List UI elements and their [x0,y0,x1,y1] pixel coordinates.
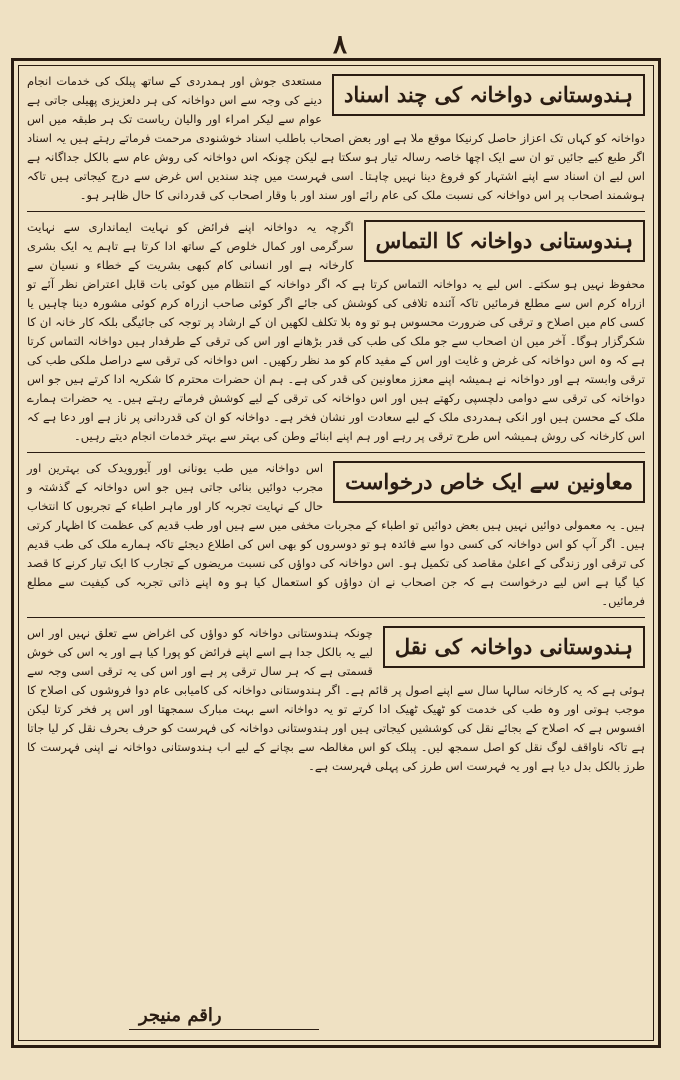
section-text: مستعدی جوش اور ہمدردی کے ساتھ پبلک کی خدمات انجام دینے کی وجہ سے اس دواخانہ کی ہر دلعزیزی پھیلی جاتی ہے عوام سے لیکر امراء اور والیان ریاست تک ہر طبقہ میں اس دواخانہ کو کہاں تک اعزاز حاصل کرنیکا موقع ملا ہے اور بعض اصحاب باطلب اسناد خوشنودی مرحمت فرماتے رہتے ہیں یہ اسناد اگر طبع کیے جائیں تو ان سے ایک اچھا خاصہ رسالہ تیار ہو سکتا ہے لیکن چونکہ اس دواخانہ کی روش عام سے بالکل جداگانہ ہے اس لیے ان اسناد سے اپنے اشتہار کو فروغ دینا نہیں چاہتا۔ اسی فہرست میں چند سندیں اس غرض سے درج کیجاتی ہیں تاکہ ہوشمند اصحاب پر اس دواخانہ کی نسبت ملک کی عام رائے اور سند اور با وقار اصحاب کی قدردانی کا حال ظاہر ہو۔ [27,74,645,202]
section-heading: ہندوستانی دواخانہ کا التماس [364,220,645,262]
page-content [27,72,645,1034]
page-number: ٨ [333,30,347,60]
inner-border [18,65,654,1041]
signature-line [129,1029,319,1030]
section-text: اگرچہ یہ دواخانہ اپنے فرائض کو نہایت ایمانداری سے نہایت سرگرمی اور کمال خلوص کے ساتھ ادا کرتا ہے تاہم یہ ایک بشری کارخانہ ہے اور انسانی کام کبھی بشریت کے خطاء و نسیان سے محفوظ نہیں ہو سکتے۔ اس لیے یہ دواخانہ التماس کرتا ہے کہ اگر دواخانہ کے انتظام میں کوئی بات قابل اعتراض نظر آئے تو ازراہ کرم اس سے مطلع فرمائیں تاکہ آئندہ تلافی کی کوشش کی جائے اگر کوئی صاحب ازراہ کرم کوئی مشورہ دینا چاہیں یا کسی کام میں اصلاح و ترقی کی ضرورت محسوس ہو تو وہ بلا تکلف لکھیں ان کے ارشاد پر توجہ کی جائیگی بلکہ کار خانہ ان کا شکرگزار ہوگا۔ آخر میں ان اصحاب سے جو ملک کی طب کی قدر بڑھانے اور اس کی ترقی کے طرفدار ہیں دواخانہ التماس کرتا ہے کہ وہ اس دواخانہ کی غرض و غایت اور اس کے مفید کام کو مد نظر رکھیں۔ اس دواخانہ کی ترقی سے دراصل ملکی طب کی ترقی وابستہ ہے اور دواخانہ نے ہمیشہ اپنے معزز معاونین کی قدر کی ہے۔ ہم ان حضرات محترم کا شکریہ ادا کرتے ہیں جو اس دواخانہ کی ترقی سے دوامی دلچسپی رکھتے ہیں اور اس دواخانہ کی ترقی کے لیے کوشش فرماتے رہتے ہیں۔ یہ حضرات ہمارے ملک کے محسن ہیں اور انکی ہمدردی ملک کے لیے سعادت اور نشان فخر ہے۔ دواخانہ کو ان کی قدردانی پر ناز ہے اور دعا ہے کہ اس کارخانہ کی روش ہمیشہ اس طرح ترقی پر رہے اور ہم اپنے ابنائے وطن کی بہتر سے بہتر خدمات انجام دیتے رہیں۔ [27,220,645,443]
signature: راقم منیجر [139,1005,222,1026]
divider [27,211,645,212]
divider [27,452,645,453]
section-text: چونکہ ہندوستانی دواخانہ کو دواؤں کی اغراض سے تعلق نہیں اور اس لیے یہ بالکل جدا ہے اسے اپنے فرائض کو پورا کیا ہے اور یہ اس کی خوش قسمتی ہے کہ ہر سال ترقی پر ہے اور اس کی یہ ترقی اسی وجہ سے ہوئی ہے کہ یہ کارخانہ سالہا سال سے اپنے اصول پر قائم ہے۔ اگر ہندوستانی دواخانہ کی کامیابی عام دوا فروشوں کی اصلاح کا موجب ہوتی اور وہ طب کی خدمت کو ٹھیک ٹھیک ادا کرتے تو یہ دواخانہ اسے بہت مبارک سمجھتا اور اس پر فخر کرتا لیکن افسوس ہے کہ اصلاح کے بجائے نقل کی کوششیں کیجاتی ہیں اور ہندوستانی دواخانہ کی فہرست کو حرف بحرف نقل کر لیا جاتا ہے تاکہ ناواقف لوگ نقل کو اصل سمجھ لیں۔ پبلک کو اس مغالطہ سے بچانے کے لیے اب ہندوستانی دواخانہ نے اپنی فہرست کا طرز بالکل بدل دیا ہے اور یہ فہرست اس طرز کی پہلی فہرست ہے۔ [27,626,645,773]
section-request [27,218,645,446]
section-heading: ہندوستانی دواخانہ کی نقل [383,626,645,668]
section-text: اس دواخانہ میں طب یونانی اور آیورویدک کی بہترین اور مجرب دوائیں بنائی جاتی ہیں جو اس دواخانہ کے گذشتہ و حال کے نہایت تجربہ کار اور ماہر اطباء کے تجربوں کا انتخاب ہیں۔ یہ معمولی دوائیں نہیں ہیں بعض دوائیں تو اطباء کے مجربات مخفی میں سے ہیں اور طب قدیم کی عظمت کا اظہار کرتی ہیں۔ اگر آپ کو اس دواخانہ کی کسی دوا سے فائدہ ہو تو دوسروں کو بھی اس کی اطلاع دیجئے تاکہ ہمارے ملک کی طب قدیم کی ترقی اور زندگی کے اعلیٰ مقاصد کی تکمیل ہو۔ اس دواخانہ کی دواؤں کی نسبت مریضوں کے تجارب کا ایک تیار کرنے کا قصد کیا گیا ہے اس لیے درخواست ہے کہ جن اصحاب نے ان دواؤں کو استعمال کیا ہو وہ اپنے ذاتی تجربہ کی کیفیت سے مطلع فرمائیں۔ [27,461,645,608]
section-heading: معاونین سے ایک خاص درخواست [333,461,645,503]
section-certificates [27,72,645,205]
section-appeal [27,459,645,611]
section-imitation [27,624,645,776]
section-heading: ہندوستانی دواخانہ کی چند اسناد [332,74,645,116]
divider [27,617,645,618]
